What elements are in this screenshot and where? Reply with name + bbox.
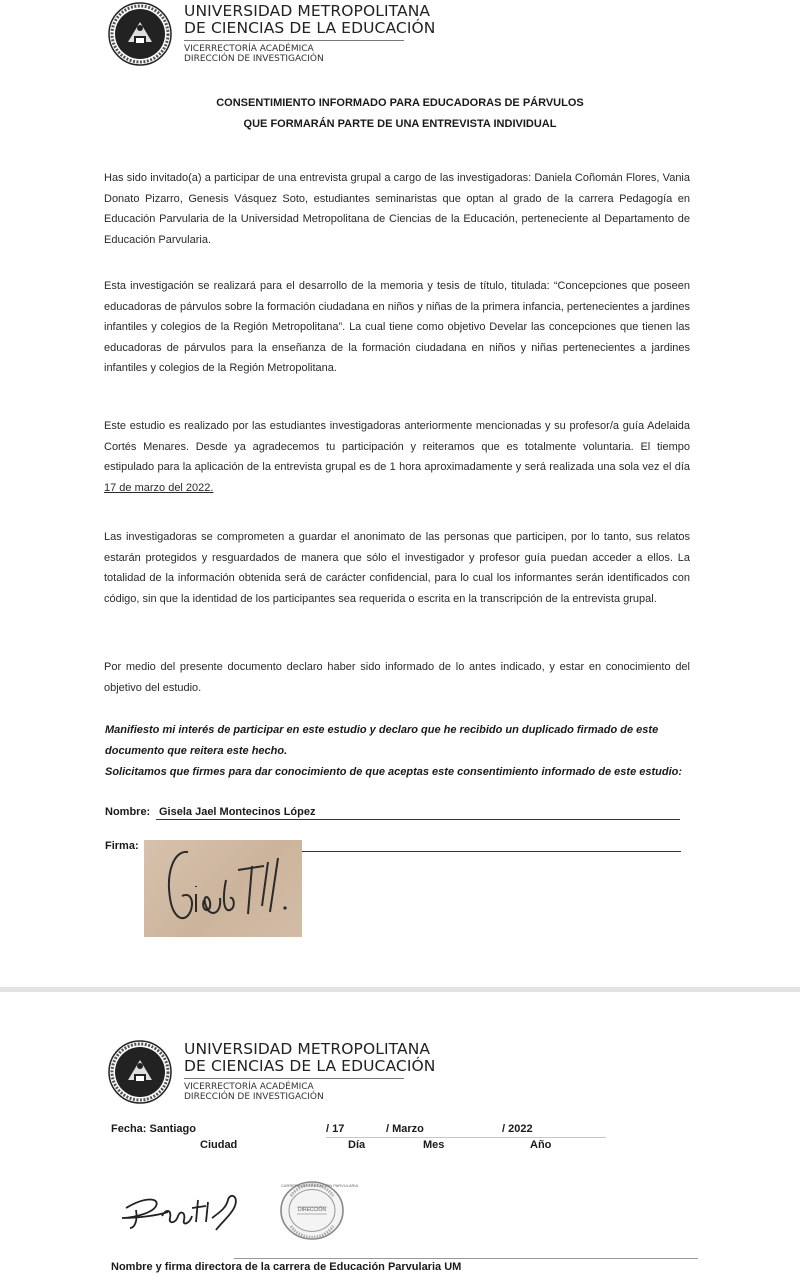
header-divider <box>184 40 404 41</box>
name-value: Gisela Jael Montecinos López <box>159 806 316 818</box>
interview-date: 17 de marzo del 2022. <box>104 481 214 494</box>
paragraph-study-details <box>104 416 690 498</box>
stamp-top-text: CARRERA DE EDUCACIÓN PARVULARIA <box>281 1183 359 1188</box>
university-name-line1: UNIVERSIDAD METROPOLITANA <box>184 1040 431 1058</box>
page-separator <box>0 987 800 992</box>
direccion-stamp <box>279 1180 359 1241</box>
month-value: / Marzo <box>386 1123 424 1135</box>
direccion-label: DIRECCIÓN DE INVESTIGACIÓN <box>184 1092 324 1102</box>
anio-label: Año <box>530 1139 552 1151</box>
name-label: Nombre: <box>105 806 151 818</box>
ciudad-label: Ciudad <box>200 1139 238 1151</box>
participant-signature-photo <box>144 840 302 937</box>
director-signature-line <box>234 1258 698 1259</box>
name-underline <box>156 819 680 820</box>
vicerrectoria-label: VICERRECTORÍA ACADÉMICA <box>184 1082 314 1092</box>
university-name <box>184 3 436 37</box>
mes-label: Mes <box>423 1139 445 1151</box>
document-title-line2: QUE FORMARÁN PARTE DE UNA ENTREVISTA INDIVIDUAL <box>243 118 557 130</box>
university-header-page2 <box>108 1040 436 1108</box>
university-seal-icon <box>108 2 172 66</box>
header-divider <box>184 1078 404 1079</box>
day-value: / 17 <box>326 1123 345 1135</box>
study-details-text: Este estudio es realizado por las estudiantes investigadoras anteriormente mencionadas y su profesor/a guía Adelaida Cortés Menares. Desde ya agradecemos tu participación y reiteramos que es totalmente voluntaria. El tiempo estipulado para la aplicación de la entrevista grupal es de 1 hora aproximadamente y será realizada una sola vez el día <box>104 420 690 474</box>
vicerrectoria-label: VICERRECTORÍA ACADÉMICA <box>184 44 314 54</box>
directora-label: Nombre y firma directora de la carrera de Educación Parvularia UM <box>111 1261 462 1273</box>
signature-label: Firma: <box>105 840 139 852</box>
fecha-label: Fecha: Santiago <box>111 1123 196 1135</box>
university-seal-icon <box>108 1040 172 1104</box>
university-name-line2: DE CIENCIAS DE LA EDUCACIÓN <box>184 19 436 37</box>
university-name <box>184 1041 436 1075</box>
document-title-line1: CONSENTIMIENTO INFORMADO PARA EDUCADORAS DE PÁRVULOS <box>216 97 584 109</box>
date-underline <box>326 1137 606 1138</box>
declaration-interest: Manifiesto mi interés de participar en este estudio y declaro que he recibido un duplicado firmado de este documento que reitera este hecho. <box>105 724 659 757</box>
participant-signature-icon <box>144 840 302 937</box>
dia-label: Día <box>348 1139 366 1151</box>
declaration-request: Solicitamos que firmes para dar conocimiento de que aceptas este consentimiento informado de este estudio: <box>105 766 683 778</box>
paragraph-declaration: Por medio del presente documento declaro haber sido informado de lo antes indicado, y estar en conocimiento del objetivo del estudio. <box>104 661 690 694</box>
paragraph-invitation: Has sido invitado(a) a participar de una entrevista grupal a cargo de las investigadoras: Daniela Coñomán Flores, Vania Donato Pizarro, Genesis Vásquez Soto, estudiantes seminaristas que optan al grado de la carrera Pedagogía en Educación Parvularia de la Universidad Metropolitana de Ciencias de la Educación, perteneciente al Departamento de Educación Parvularia. <box>104 172 690 246</box>
stamp-center-text: DIRECCIÓN <box>297 1207 327 1213</box>
paragraph-anonymity: Las investigadoras se comprometen a guardar el anonimato de las personas que participen, por lo tanto, sus relatos estarán protegidos y resguardados de manera que sólo el investigador y profesor guía puedan acceder a ellos. La totalidad de la información obtenida será de carácter confidencial, para lo cual los informantes serán identificados con código, sin que la identidad de los participantes sea requerida o escrita en la transcripción de la entrevista grupal. <box>104 531 690 605</box>
university-header <box>108 2 436 70</box>
university-subtitle <box>184 1082 324 1102</box>
paragraph-research-purpose: Esta investigación se realizará para el desarrollo de la memoria y tesis de título, titulada: “Concepciones que poseen educadoras de párvulos sobre la formación ciudadana en niños y niñas de la primera infancia, pertenecientes a jardines infantiles y colegios de la Región Metropolitana”. La cual tiene como objetivo Develar las concepciones que tienen las educadoras de párvulos para la enseñanza de la formación ciudadana en niños y niñas pertenecientes a jardines infantiles y colegios de la Región Metropolitana. <box>104 280 690 375</box>
year-value: / 2022 <box>502 1123 533 1135</box>
director-signature-icon <box>116 1188 246 1238</box>
direccion-label: DIRECCIÓN DE INVESTIGACIÓN <box>184 54 324 64</box>
university-name-line1: UNIVERSIDAD METROPOLITANA <box>184 2 431 20</box>
university-name-line2: DE CIENCIAS DE LA EDUCACIÓN <box>184 1057 436 1075</box>
university-subtitle <box>184 44 324 64</box>
